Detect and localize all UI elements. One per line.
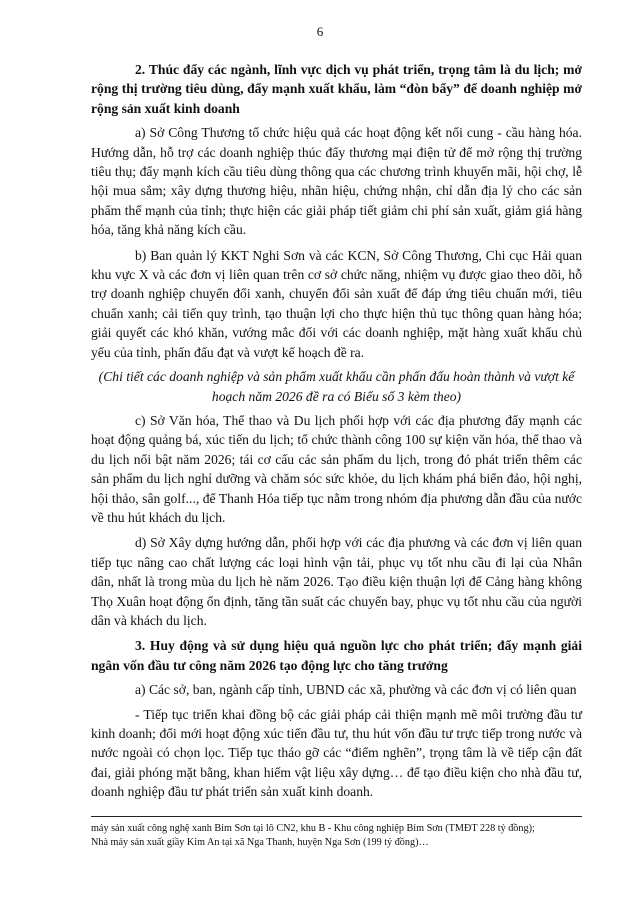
- section-2-note: (Chi tiết các doanh nghiệp và sản phẩm xuất khẩu cần phấn đấu hoàn thành và vượt kế hoạch năm 2026 đề ra có Biểu số 3 kèm theo): [98, 369, 575, 404]
- document-body: [91, 60, 582, 802]
- section-2-paragraph-a: a) Sở Công Thương tổ chức hiệu quả các hoạt động kết nối cung - cầu hàng hóa. Hướng dẫn, hỗ trợ các doanh nghiệp thúc đẩy thương mại điện tử để mở rộng thị trường tiêu thụ; đẩy mạnh kích cầu tiêu dùng thông qua các chương trình khuyến mãi, hội chợ, lễ hội mua sắm; xây dựng thương hiệu, nhãn hiệu, chứng nhận, chỉ dẫn địa lý cho các sản phẩm thế mạnh của tỉnh; thực hiện các giải pháp tiết giảm chi phí sản xuất, giảm giá hàng hóa, tăng khả năng kích cầu.: [91, 125, 582, 238]
- section-2-paragraph-d: d) Sở Xây dựng hướng dẫn, phối hợp với các địa phương và các đơn vị liên quan tiếp tục nâng cao chất lượng các loại hình vận tải, phục vụ tốt nhu cầu đi lại của Nhân dân, nhất là trong mùa du lịch hè năm 2026. Tạo điều kiện thuận lợi để Cảng hàng không Thọ Xuân hoạt động ổn định, tăng tần suất các chuyến bay, phục vụ tốt nhu cầu của người dân và khách du lịch.: [91, 535, 582, 628]
- section-3-paragraph-a: a) Các sở, ban, ngành cấp tỉnh, UBND các xã, phường và các đơn vị có liên quan: [135, 682, 577, 698]
- footnotes: [91, 822, 582, 850]
- page-number: 6: [316, 24, 324, 39]
- footnote-line-2: Nhà máy sản xuất giầy Kim An tại xã Nga Thanh, huyện Nga Sơn (199 tỷ đồng)…: [91, 837, 429, 848]
- section-2-paragraph-c: c) Sở Văn hóa, Thể thao và Du lịch phối hợp với các địa phương đẩy mạnh các hoạt động quảng bá, xúc tiến du lịch; tổ chức thành công 100 sự kiện văn hóa, thể thao và du lịch nổi bật năm 2026; tái cơ cấu các sản phẩm du lịch, trong đó phát triển thêm các sản phẩm du lịch nghỉ dưỡng và chăm sóc sức khỏe, du lịch khám phá biển đảo, hội nghị, hội thảo, sân golf..., để Thanh Hóa tiếp tục nằm trong nhóm địa phương dẫn đầu của nước về thu hút khách du lịch.: [91, 412, 582, 525]
- footnote-line-1: máy sản xuất công nghệ xanh Bỉm Sơn tại lô CN2, khu B - Khu công nghiệp Bỉm Sơn (TMĐT 228 tỷ đồng);: [91, 823, 535, 834]
- footnote-divider: [91, 816, 582, 817]
- section-3-heading: 3. Huy động và sử dụng hiệu quả nguồn lực cho phát triển; đẩy mạnh giải ngân vốn đầu tư công năm 2026 tạo động lực cho tăng trưởng: [91, 638, 582, 673]
- section-2-heading: 2. Thúc đẩy các ngành, lĩnh vực dịch vụ phát triển, trọng tâm là du lịch; mở rộng thị trường tiêu dùng, đẩy mạnh xuất khẩu, làm “đòn bẩy” để doanh nghiệp mở rộng sản xuất kinh doanh: [91, 62, 582, 116]
- section-3-bullet-1: - Tiếp tục triển khai đồng bộ các giải pháp cải thiện mạnh mẽ môi trường đầu tư kinh doanh; đổi mới hoạt động xúc tiến đầu tư, thu hút vốn đầu tư trực tiếp trong nước và nước ngoài có chọn lọc. Tiếp tục tháo gỡ các “điểm nghẽn”, trọng tâm là về tiếp cận đất đai, giải phóng mặt bằng, khan hiếm vật liệu xây dựng… để tạo điều kiện cho nhà đầu tư, doanh nghiệp đầu tư phát triển sản xuất kinh doanh.: [91, 706, 582, 800]
- section-2-paragraph-b: b) Ban quản lý KKT Nghi Sơn và các KCN, Sở Công Thương, Chi cục Hải quan khu vực X và các đơn vị liên quan trên cơ sở chức năng, nhiệm vụ được giao theo dõi, hỗ trợ doanh nghiệp chuyển đổi xanh, chuyển đổi sản xuất để đáp ứng tiêu chuẩn mới, tiêu chuẩn xanh; cải tiến quy trình, tạo thuận lợi cho thực hiện thủ tục thông quan hàng hóa; giải quyết các khó khăn, vướng mắc đối với các doanh nghiệp, mặt hàng xuất khẩu chủ yếu của tỉnh, phấn đấu đạt và vượt kế hoạch đề ra.: [91, 247, 582, 360]
